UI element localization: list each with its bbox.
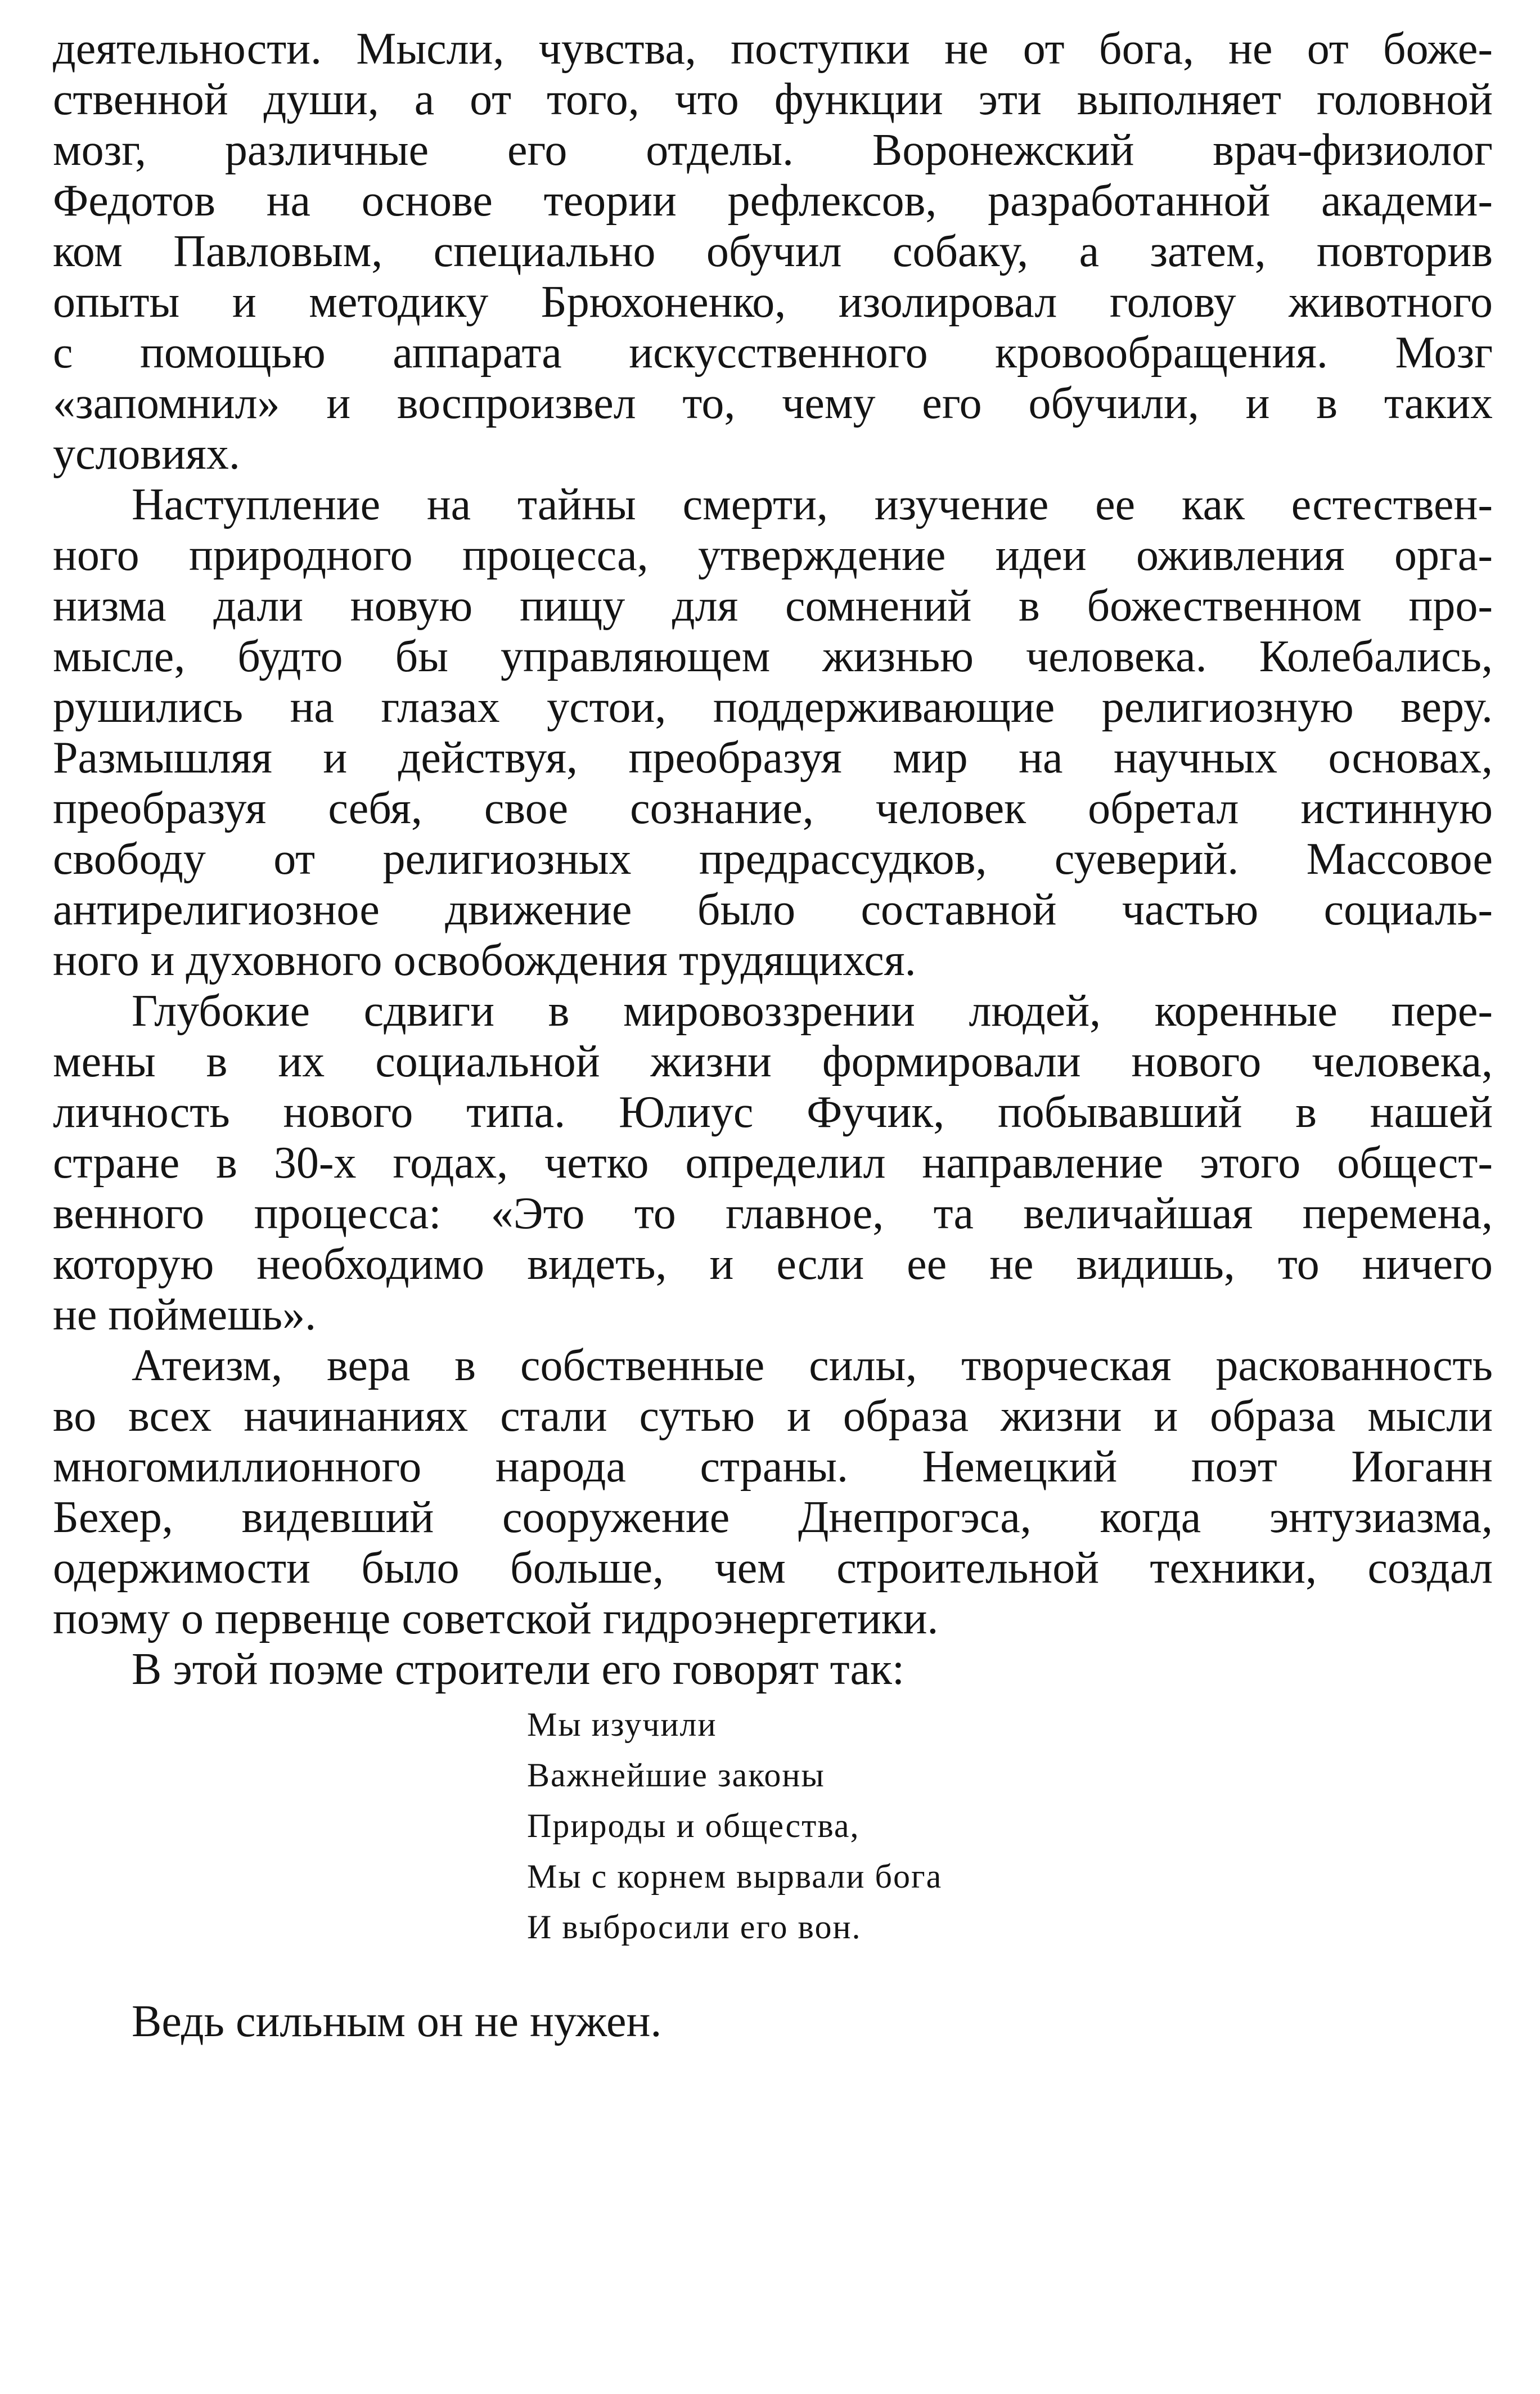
text-line: «запомнил» и воспроизвел то, чему его обучили, и в таких xyxy=(53,379,1493,428)
text-line: мозг, различные его отделы. Воронежский врач-физиолог xyxy=(53,125,1493,175)
text-line: В этой поэме строители его говорят так: xyxy=(132,1645,905,1694)
poem-line: И выбросили его вон. xyxy=(527,1908,862,1946)
text-line: ком Павловым, специально обучил собаку, а затем, повторив xyxy=(53,227,1493,276)
text-line: опыты и методику Брюхоненко, изолировал голову животного xyxy=(53,277,1493,327)
text-line: многомиллионного народа страны. Немецкий поэт Иоганн xyxy=(53,1442,1493,1492)
text-line: стране в 30-х годах, четко определил направление этого общест- xyxy=(53,1138,1493,1188)
text-line: мысле, будто бы управляющем жизнью человека. Колебались, xyxy=(53,632,1493,681)
text-line: с помощью аппарата искусственного кровообращения. Мозг xyxy=(53,328,1493,378)
text-line: Федотов на основе теории рефлексов, разработанной академи- xyxy=(53,176,1493,226)
text-line: Размышляя и действуя, преобразуя мир на научных основах, xyxy=(53,733,1493,783)
text-line: которую необходимо видеть, и если ее не видишь, то ничего xyxy=(53,1239,1493,1289)
text-line: Атеизм, вера в собственные силы, творческая раскованность xyxy=(132,1341,1493,1390)
text-line: преобразуя себя, свое сознание, человек обретал истинную xyxy=(53,784,1493,833)
text-line: условиях. xyxy=(53,429,240,479)
closing-line: Ведь сильным он не нужен. xyxy=(132,1997,662,2046)
text-line: Наступление на тайны смерти, изучение ее как естествен- xyxy=(132,480,1493,529)
poem-line: Важнейшие законы xyxy=(527,1757,825,1794)
text-line: одержимости было больше, чем строительной техники, создал xyxy=(53,1543,1493,1593)
text-line: ного природного процесса, утверждение идеи оживления орга- xyxy=(53,531,1493,580)
text-line: деятельности. Мысли, чувства, поступки не от бога, не от боже- xyxy=(53,24,1493,74)
text-line: поэму о первенце советской гидроэнергетики. xyxy=(53,1594,939,1643)
text-line: ного и духовного освобождения трудящихся. xyxy=(53,936,916,985)
poem-line: Мы изучили xyxy=(527,1706,717,1743)
text-line: низма дали новую пищу для сомнений в божественном про- xyxy=(53,581,1493,631)
text-line: рушились на глазах устои, поддерживающие религиозную веру. xyxy=(53,682,1493,732)
text-line: личность нового типа. Юлиус Фучик, побывавший в нашей xyxy=(53,1088,1493,1137)
text-line: мены в их социальной жизни формировали нового человека, xyxy=(53,1037,1493,1086)
text-line: во всех начинаниях стали сутью и образа жизни и образа мысли xyxy=(53,1391,1493,1441)
text-line: ственной души, а от того, что функции эти выполняет головной xyxy=(53,75,1493,124)
text-line: не поймешь». xyxy=(53,1290,317,1340)
poem-line: Мы с корнем вырвали бога xyxy=(527,1858,943,1895)
text-line: венного процесса: «Это то главное, та величайшая перемена, xyxy=(53,1189,1493,1238)
text-line: свободу от религиозных предрассудков, суеверий. Массовое xyxy=(53,834,1493,884)
poem-line: Природы и общества, xyxy=(527,1807,860,1844)
text-line: антирелигиозное движение было составной частью социаль- xyxy=(53,885,1493,935)
text-line: Глубокие сдвиги в мировоззрении людей, коренные пере- xyxy=(132,986,1493,1036)
text-line: Бехер, видевший сооружение Днепрогэса, когда энтузиазма, xyxy=(53,1493,1493,1542)
